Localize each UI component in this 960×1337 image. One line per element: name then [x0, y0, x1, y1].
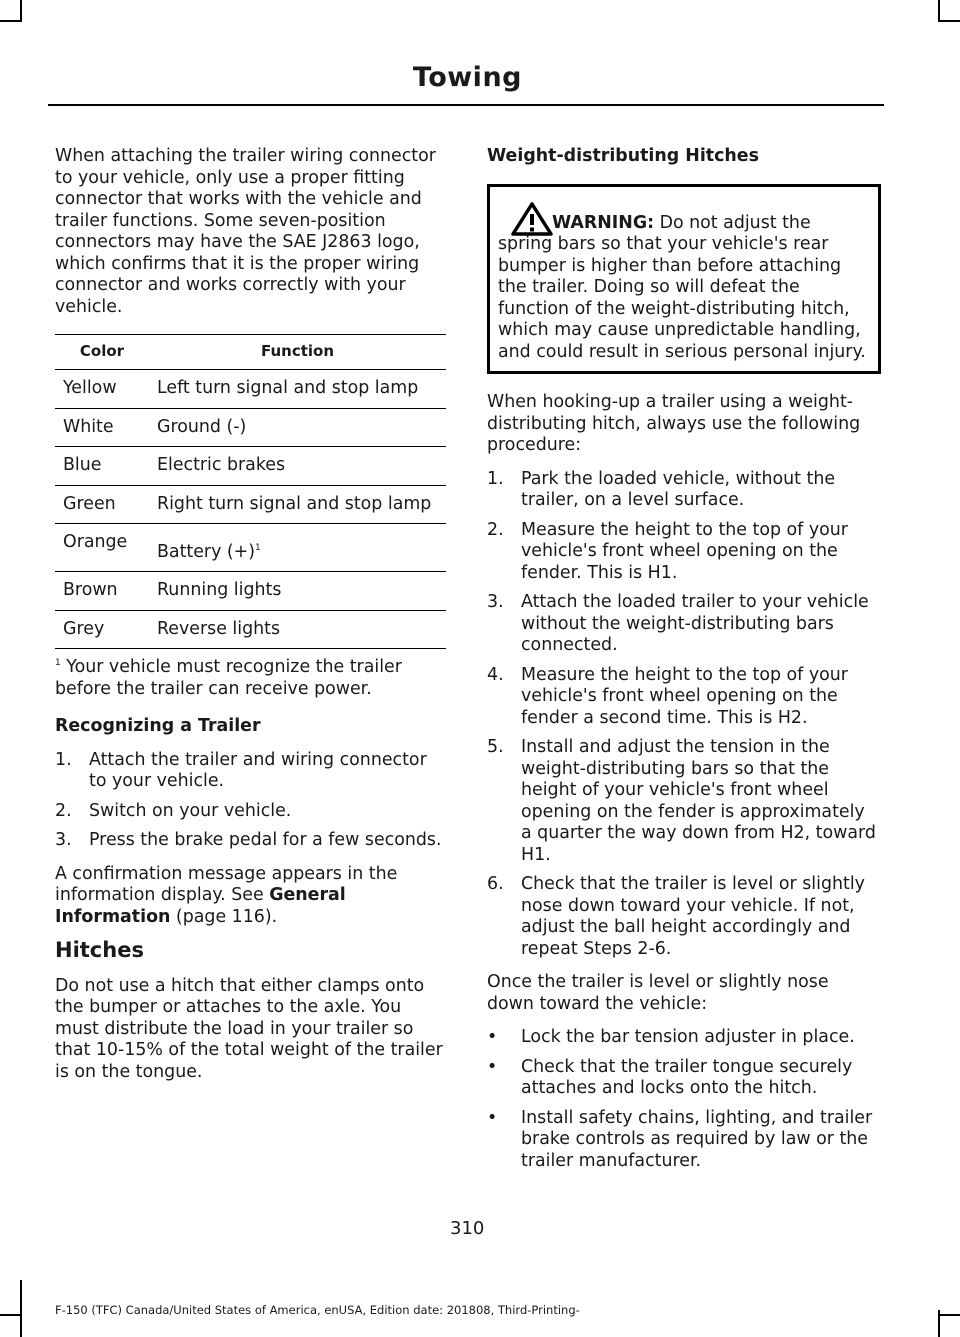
- list-item: [487, 874, 879, 960]
- bullet-mark: •: [487, 1107, 498, 1128]
- color-cell: Orange: [55, 524, 149, 572]
- recognizing-steps: [55, 750, 447, 852]
- general-information-link[interactable]: General Information: [55, 885, 346, 927]
- list-item: [487, 665, 879, 730]
- step-text: Measure the height to the top of your vehicle's front wheel opening on the fender a second time. This is H2.: [521, 664, 848, 728]
- list-item: [487, 737, 879, 866]
- function-cell: Right turn signal and stop lamp: [149, 485, 446, 524]
- function-cell: [149, 524, 446, 572]
- function-cell: Running lights: [149, 572, 446, 611]
- function-cell: Ground (-): [149, 408, 446, 447]
- table-footnote: [55, 653, 447, 700]
- warning-body: Do not adjust the spring bars so that your vehicle's rear bumper is higher than before attaching the trailer. Doing so will defeat the function of the weight-distributing hitch, which may cause unpredictable handling, and could result in serious personal injury.: [498, 212, 866, 362]
- crop-mark: [0, 1314, 22, 1316]
- bullet-mark: •: [487, 1027, 498, 1047]
- function-header: Function: [149, 335, 446, 370]
- list-item: [487, 592, 879, 657]
- table-row: [55, 572, 446, 611]
- step-text: Attach the loaded trailer to your vehicle without the weight-distributing bars connected.: [521, 592, 869, 655]
- warning-label: WARNING:: [552, 212, 655, 233]
- crop-mark: [938, 1314, 960, 1316]
- page-reference: (page 116).: [170, 906, 278, 927]
- step-number: 6.: [487, 874, 504, 894]
- procedure-intro: When hooking-up a trailer using a weight-distributing hitch, always use the following procedure:: [487, 392, 861, 455]
- step-text: Switch on your vehicle.: [89, 800, 292, 821]
- list-item: [487, 469, 879, 512]
- list-item: [55, 801, 447, 823]
- table-row: [55, 408, 446, 447]
- weight-distributing-heading: Weight-distributing Hitches: [487, 146, 759, 166]
- color-cell: Blue: [55, 447, 149, 486]
- step-text: Press the brake pedal for a few seconds.: [89, 830, 442, 851]
- footnote-ref: 1: [255, 543, 261, 553]
- color-cell: Grey: [55, 610, 149, 649]
- hitches-paragraph: Do not use a hitch that either clamps onto the bumper or attaches to the axle. You must distribute the load in your trailer so that 10-15% of the total weight of the trailer is on the tongue.: [55, 975, 443, 1082]
- bullet-text: Check that the trailer tongue securely attaches and locks onto the hitch.: [521, 1056, 853, 1098]
- step-text: Park the loaded vehicle, without the trailer, on a level surface.: [521, 468, 836, 510]
- list-item: [55, 750, 447, 793]
- step-number: 3.: [55, 830, 72, 851]
- step-number: 5.: [487, 737, 504, 757]
- page-title: Towing: [412, 62, 522, 93]
- list-item: [55, 830, 447, 852]
- hitch-procedure-steps: [487, 469, 879, 961]
- list-item: [487, 1057, 879, 1100]
- level-intro: Once the trailer is level or slightly nose down toward the vehicle:: [487, 972, 829, 1014]
- right-column: [487, 146, 879, 1184]
- color-header: Color: [55, 335, 149, 370]
- crop-mark: [938, 20, 960, 22]
- step-number: 1.: [487, 468, 504, 489]
- function-text: Battery (+): [157, 541, 256, 562]
- confirmation-text: A confirmation message appears in the information display. See: [55, 863, 398, 906]
- table-row: [55, 524, 446, 572]
- recognizing-heading: Recognizing a Trailer: [55, 716, 261, 737]
- table-row: [55, 610, 446, 649]
- table-row: [55, 485, 446, 524]
- color-cell: Green: [55, 485, 149, 524]
- function-cell: Reverse lights: [149, 610, 446, 649]
- step-number: 3.: [487, 592, 504, 612]
- color-cell: Yellow: [55, 370, 149, 409]
- step-text: Measure the height to the top of your vehicle's front wheel opening on the fender. This is H1.: [521, 519, 848, 583]
- footer-edition-text: F-150 (TFC) Canada/United States of America, enUSA, Edition date: 201808, Third-Printing-: [55, 1303, 580, 1317]
- bullet-text: Lock the bar tension adjuster in place.: [521, 1027, 855, 1047]
- wiring-table: [55, 334, 446, 649]
- bullet-text: Install safety chains, lighting, and trailer brake controls as required by law or the trailer manufacturer.: [521, 1107, 873, 1171]
- crop-mark: [20, 1280, 22, 1337]
- confirmation-paragraph: [55, 864, 447, 929]
- crop-mark: [0, 20, 22, 22]
- bullet-mark: •: [487, 1056, 498, 1077]
- step-number: 2.: [55, 800, 72, 821]
- list-item: [487, 1108, 879, 1173]
- page-number: 310: [450, 1218, 485, 1239]
- step-text: Check that the trailer is level or slightly nose down toward your vehicle. If not, adjust the ball height accordingly and repeat Steps 2-6.: [521, 874, 865, 959]
- table-header-row: [55, 335, 446, 370]
- left-column: [55, 146, 447, 1095]
- step-text: Attach the trailer and wiring connector to your vehicle.: [89, 749, 427, 792]
- color-cell: Brown: [55, 572, 149, 611]
- footnote-text: Your vehicle must recognize the trailer before the trailer can receive power.: [55, 657, 402, 699]
- function-cell: Left turn signal and stop lamp: [149, 370, 446, 409]
- warning-box: [487, 184, 881, 375]
- function-cell: Electric brakes: [149, 447, 446, 486]
- step-number: 1.: [55, 749, 72, 770]
- intro-paragraph: When attaching the trailer wiring connector to your vehicle, only use a proper fitting connector that works with the vehicle and trailer functions. Some seven-position connectors may have the SAE J2863 logo, which confirms that it is the proper wiring connector and works correctly with your vehicle.: [55, 146, 436, 317]
- warning-triangle-icon: [510, 201, 554, 244]
- step-number: 2.: [487, 519, 504, 540]
- hitches-heading: Hitches: [55, 938, 144, 963]
- footnote-mark: 1: [55, 658, 61, 669]
- level-bullets: [487, 1027, 879, 1172]
- step-text: Install and adjust the tension in the weight-distributing bars so that the height of your vehicle's front wheel opening on the fender is approximately a quarter the way down from H2, toward H1.: [521, 737, 876, 865]
- table-row: [55, 447, 446, 486]
- table-row: [55, 370, 446, 409]
- header-divider: [48, 104, 884, 106]
- list-item: [487, 1027, 879, 1049]
- crop-mark: [20, 0, 22, 22]
- crop-mark: [938, 0, 940, 22]
- color-cell: White: [55, 408, 149, 447]
- step-number: 4.: [487, 664, 504, 685]
- list-item: [487, 520, 879, 585]
